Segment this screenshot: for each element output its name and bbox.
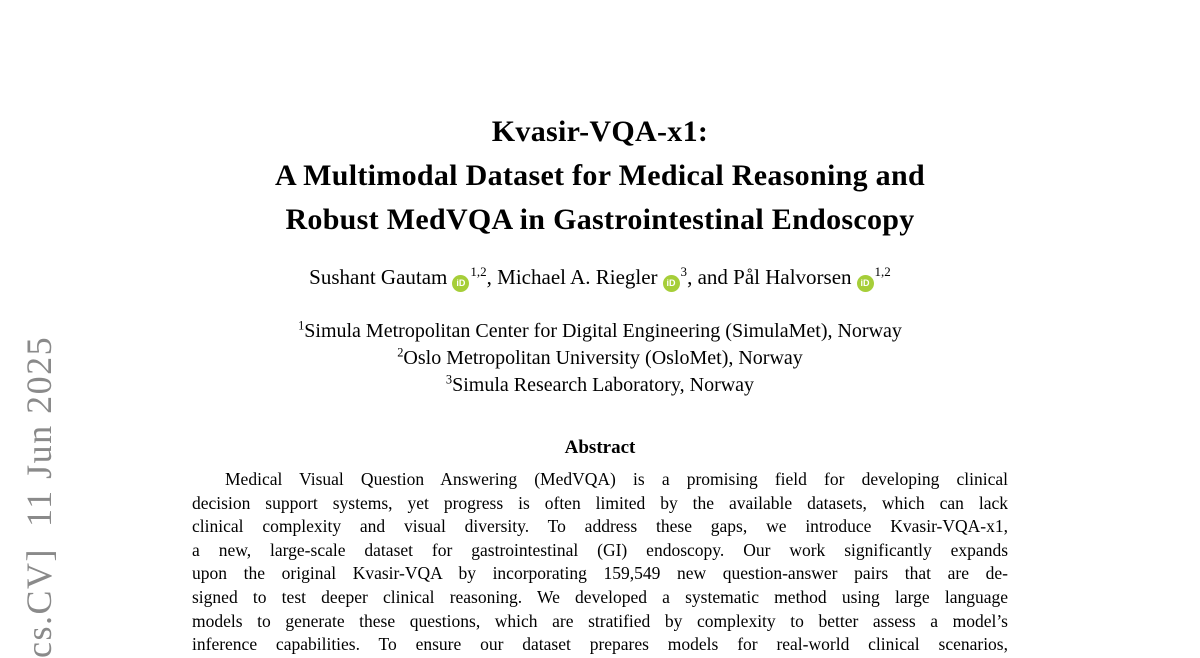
affiliation-sup: 1 (298, 318, 305, 333)
abstract-line: models to generate these questions, which are stratified by complexity to better assess a model’s (192, 610, 1008, 631)
abstract-line: a new, large-scale dataset for gastrointestinal (GI) endoscopy. Our work significantly expands (192, 539, 1008, 560)
orcid-icon (857, 275, 874, 292)
affiliation-text: Oslo Metropolitan University (OsloMet), Norway (403, 347, 803, 369)
author (733, 265, 891, 289)
author-affiliation-sup: 1,2 (874, 264, 891, 279)
affiliation-text: Simula Research Laboratory, Norway (452, 374, 755, 396)
affiliation-sup: 3 (445, 372, 453, 387)
affiliation-line (0, 345, 1200, 372)
paper-title (0, 110, 1200, 242)
orcid-icon (663, 275, 680, 292)
orcid-label: iD (860, 278, 870, 288)
authors-line (0, 265, 1200, 292)
abstract-heading: Abstract (564, 437, 636, 458)
abstract-line: signed to test deeper clinical reasoning. We developed a systematic method using large language (192, 586, 1008, 607)
abstract-line: inference capabilities. To ensure our dataset prepares models for real-world clinical scenarios, (192, 634, 1008, 655)
affiliation-line (0, 372, 1200, 399)
abstract-line: upon the original Kvasir-VQA by incorporating 159,549 new question-answer pairs that are de- (192, 563, 1008, 584)
orcid-label: iD (456, 278, 466, 288)
author-name: Michael A. Riegler (497, 265, 658, 289)
arxiv-stamp: cs.CV] 11 Jun 2025 (19, 335, 59, 658)
abstract-body (192, 468, 1008, 657)
abstract-line: decision support systems, yet progress is often limited by the available datasets, which can lack (192, 492, 1008, 513)
orcid-icon (452, 275, 469, 292)
author-affiliation-sup: 1,2 (470, 264, 487, 279)
abstract-line: clinical complexity and visual diversity. To address these gaps, we introduce Kvasir-VQA-x1, (192, 516, 1008, 537)
author (309, 265, 497, 289)
author-name: Sushant Gautam (309, 265, 448, 289)
author-separator: , and (687, 265, 734, 289)
affiliation-sup: 2 (397, 345, 404, 360)
affiliations (0, 318, 1200, 399)
author (497, 265, 733, 289)
affiliation-line (0, 318, 1200, 345)
author-affiliation-sup: 3 (680, 264, 688, 279)
affiliation-text: Simula Metropolitan Center for Digital Engineering (SimulaMet), Norway (304, 320, 902, 342)
abstract-line: Medical Visual Question Answering (MedVQA) is a promising field for developing clinical (225, 469, 1008, 489)
author-separator: , (486, 265, 498, 289)
title-line-3: Robust MedVQA in Gastrointestinal Endoscopy (285, 203, 915, 236)
title-line-1: Kvasir-VQA-x1: (491, 115, 709, 148)
orcid-label: iD (666, 278, 676, 288)
author-name: Pål Halvorsen (733, 265, 852, 289)
title-line-2: A Multimodal Dataset for Medical Reasoning and (275, 159, 925, 192)
